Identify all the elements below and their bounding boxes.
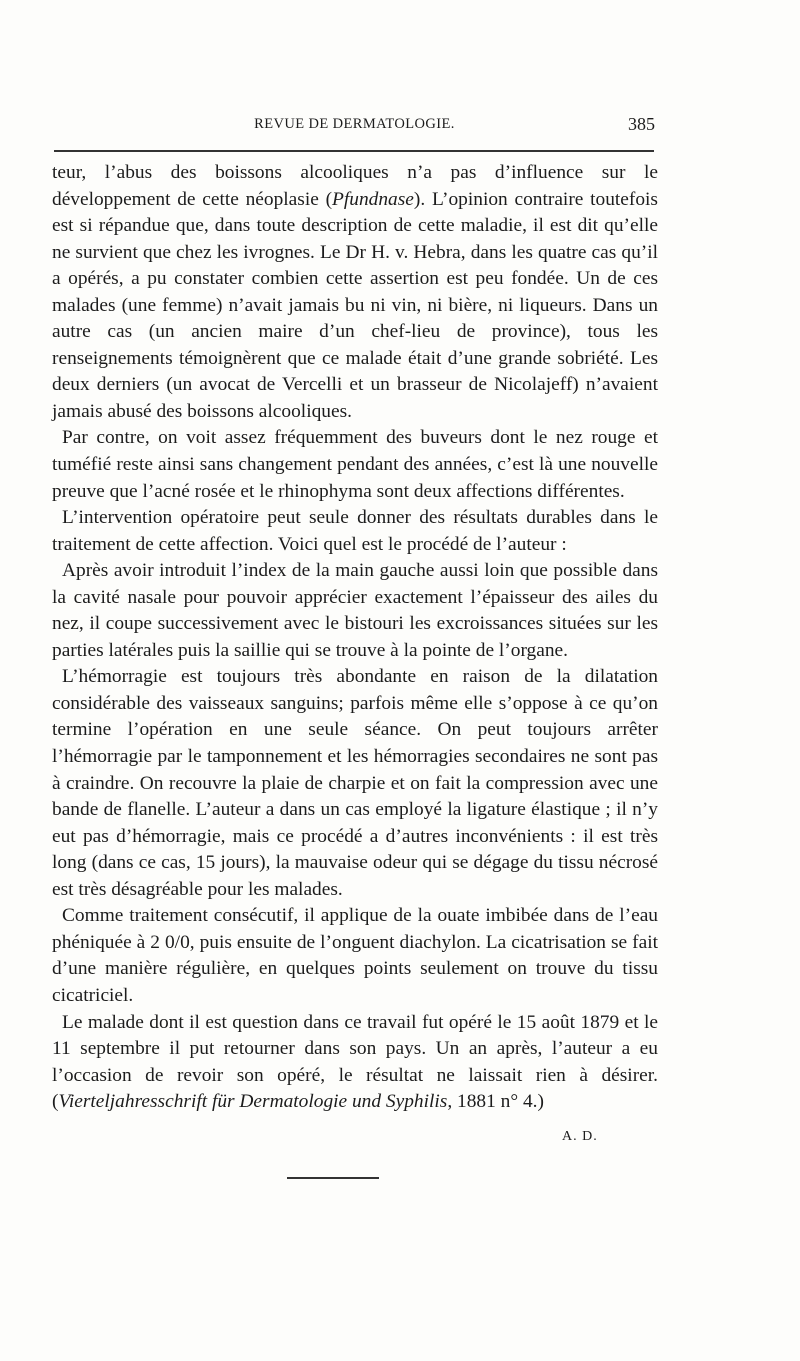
journal-title: REVUE DE DERMATOLOGIE. — [254, 116, 455, 132]
paragraph-7 — [52, 1010, 658, 1116]
running-header — [52, 116, 657, 142]
page-number: 385 — [628, 114, 655, 134]
paragraph-3: L’intervention opératoire peut seule donner des résultats durables dans le traitement de cette affection. Voici quel est le procédé de l’auteur : — [52, 507, 658, 555]
article-body — [52, 160, 658, 1116]
author-signature: A. D. — [562, 1129, 598, 1144]
header-rule — [54, 150, 654, 152]
paragraph-2: Par contre, on voit assez fréquemment des buveurs dont le nez rouge et tuméfié reste ainsi sans changement pendant des années, c’est là une nouvelle preuve que l’acné rosée et le rhinophyma sont deux affections différentes. — [52, 427, 658, 502]
footer-rule — [287, 1177, 379, 1179]
paragraph-1 — [52, 160, 658, 425]
journal-reference: Vierteljahresschrift für Dermatologie und Syphilis — [58, 1091, 448, 1113]
paragraph-4: Après avoir introduit l’index de la main gauche aussi loin que possible dans la cavité nasale pour pouvoir apprécier exactement l’épaisseur des ailes du nez, il coupe successivement avec le bistouri les excroissances situées sur les parties latérales puis la saillie qui se trouve à la pointe de l’organe. — [52, 560, 658, 661]
pfundnase-term: Pfundnase — [332, 188, 414, 210]
paragraph-7-text-b: , 1881 n° 4.) — [447, 1091, 544, 1113]
paragraph-5: L’hémorragie est toujours très abondante en raison de la dilatation considérable des vaisseaux sanguins; parfois même elle s’oppose à ce qu’on termine l’opération en une seule séance. On peut toujours arrêter l’hémorragie par le tamponnement et les hémorragies secondaires ne sont pas à craindre. On recouvre la plaie de charpie et on fait la compression avec une bande de flanelle. L’auteur a dans un cas employé la ligature élastique ; il n’y eut pas d’hémorragie, mais ce procédé a d’autres inconvénients : il est très long (dans ce cas, 15 jours), la mauvaise odeur qui se dégage du tissu nécrosé est très désagréable pour les malades. — [52, 666, 658, 900]
paragraph-1-text-b: ). L’opinion contraire toutefois est si répandue que, dans toute description de cette maladie, il est dit qu’elle ne survient que chez les ivrognes. Le Dr H. v. Hebra, dans les quatre cas qu’il a opérés, a pu constater combien cette assertion est peu fondée. Un de ces malades (une femme) n’avait jamais bu ni vin, ni bière, ni liqueurs. Dans un autre cas (un ancien maire d’un chef-lieu de province), tous les renseignements témoignèrent que ce malade était d’une grande sobriété. Les deux derniers (un avocat de Vercelli et un brasseur de Nicolajeff) n’avaient jamais abusé des boissons alcooliques. — [52, 188, 658, 422]
paragraph-6: Comme traitement consécutif, il applique de la ouate imbibée dans de l’eau phéniquée à 2 0/0, puis ensuite de l’onguent diachylon. La cicatrisation se fait d’une manière régulière, en quelques points seulement on trouve du tissu cicatriciel. — [52, 905, 658, 1006]
paragraph-7-text-a: Le malade dont il est question dans ce travail fut opéré le 15 août 1879 et le 11 septembre il put retourner dans son pays. Un an après, l’auteur a eu l’occasion de revoir son opéré, le résultat ne laissait rien à désirer. ( — [52, 1011, 658, 1113]
paragraph-1-text-a: teur, l’abus des boissons alcooliques n’a pas d’influence sur le développement de cette néoplasie ( — [52, 162, 658, 210]
